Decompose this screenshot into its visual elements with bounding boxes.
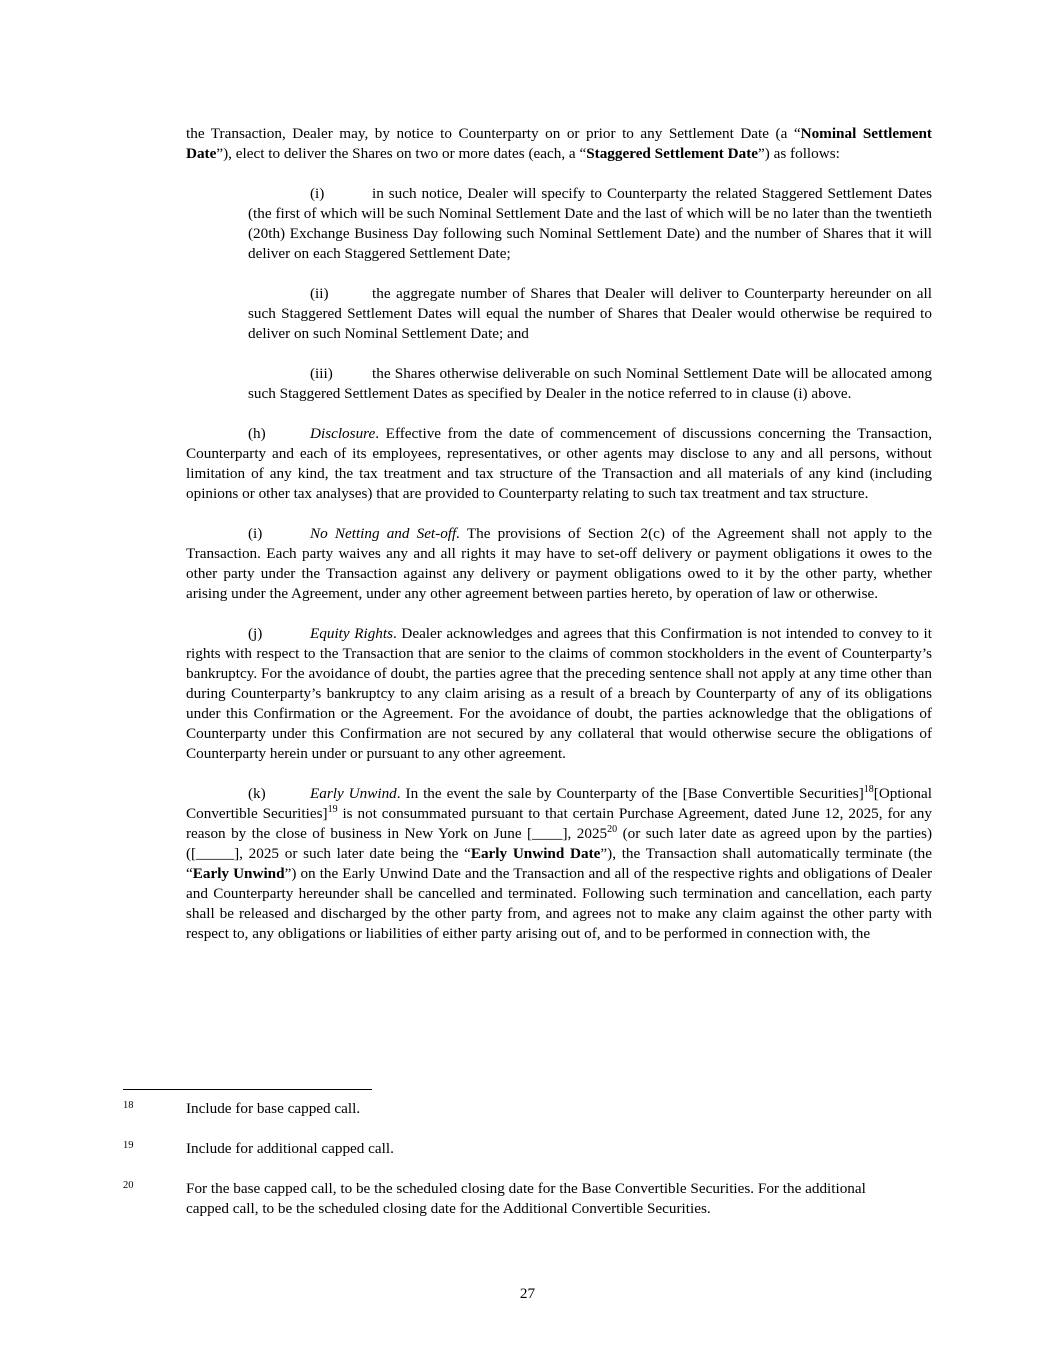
subclause-i (248, 184, 932, 264)
body-text (186, 124, 932, 964)
intro-text-2: ”), elect to deliver the Shares on two or more dates (each, a “ (216, 145, 587, 162)
term-staggered-settlement-date: Staggered Settlement Date (586, 145, 758, 162)
footnotes (123, 1099, 903, 1239)
footnote-text: For the base capped call, to be the scheduled closing date for the Base Convertible Securities. For the additional capped call, to be the scheduled closing date for the Additional Convertible Securities. (186, 1180, 866, 1217)
section-number: (i) (248, 525, 263, 542)
intro-text-3: ”) as follows: (758, 145, 840, 162)
footnote-ref-20[interactable]: 20 (607, 823, 618, 835)
section-text-1: . In the event the sale by Counterparty of the [Base Convertible Securities] (396, 785, 864, 802)
subclause-number: (ii) (310, 285, 329, 302)
subclause-iii (248, 364, 932, 404)
section-title: Disclosure (310, 425, 376, 442)
section-text: . Dealer acknowledges and agrees that this Confirmation is not intended to convey to it rights with respect to the Transaction that are senior to the claims of common stockholders in the event of Counterparty’s bankruptcy. For the avoidance of doubt, the parties agree that the preceding sentence shall not apply at any time other than during Counterparty’s bankruptcy to any claim arising as a result of a breach by Counterparty of any of its obligations under this Confirmation or the Agreement. For the avoidance of doubt, the parties acknowledge that the obligations of Counterparty under this Confirmation are not secured by any collateral that would otherwise secure the obligations of Counterparty herein under or pursuant to any other agreement. (186, 625, 932, 762)
section-text-5: ”), the Transaction shall automatically terminate (the “ (186, 845, 932, 882)
section-text-4: (or such later date as agreed upon by the parties) ([_____], 2025 or such later date being the “ (186, 825, 932, 862)
subclause-ii (248, 284, 932, 344)
section-text-3: is not consummated pursuant to that certain Purchase Agreement, dated June 12, 2025, for any reason by the close of business in New York on June [____], 2025 (186, 805, 932, 842)
term-early-unwind: Early Unwind (192, 865, 285, 882)
subclause-text: the aggregate number of Shares that Dealer will deliver to Counterparty hereunder on all such Staggered Settlement Dates will equal the number of Shares that Dealer would otherwise be required to deliver on such Nominal Settlement Date; and (248, 285, 932, 342)
section-h-disclosure (186, 424, 932, 504)
section-text-6: ”) on the Early Unwind Date and the Transaction and all of the respective rights and obligations of Dealer and Counterparty hereunder shall be cancelled and terminated. Following such termination and cancellation, each party shall be released and discharged by the other party from, and agrees not to make any claim against the other party with respect to, any obligations or liabilities of either party arising out of, and to be performed in connection with, the (186, 865, 932, 942)
footnote-number: 19 (123, 1140, 134, 1151)
section-number: (h) (248, 425, 266, 442)
footnote-number: 18 (123, 1100, 134, 1111)
footnote-text: Include for base capped call. (186, 1100, 361, 1117)
intro-paragraph (186, 124, 932, 164)
section-title: Equity Rights (310, 625, 394, 642)
footnote-divider (123, 1089, 372, 1090)
subclause-number: (i) (310, 185, 325, 202)
footnote-text: Include for additional capped call. (186, 1140, 394, 1157)
footnote-ref-18[interactable]: 18 (863, 783, 874, 795)
footnote-19 (123, 1139, 903, 1159)
term-early-unwind-date: Early Unwind Date (470, 845, 601, 862)
section-number: (k) (248, 785, 266, 802)
section-text: The provisions of Section 2(c) of the Agreement shall not apply to the Transaction. Each party waives any and all rights it may have to set-off delivery or payment obligations it owes to the other party under the Transaction against any delivery or payment obligations owed to it by the other party, whether arising under the Agreement, under any other agreement between parties hereto, by operation of law or otherwise. (186, 525, 932, 602)
footnote-number: 20 (123, 1180, 134, 1191)
section-number: (j) (248, 625, 263, 642)
footnote-20 (123, 1179, 903, 1219)
section-text-2: [Optional Convertible Securities] (186, 785, 932, 822)
section-title: No Netting and Set-off. (310, 525, 461, 542)
section-k-early-unwind (186, 784, 932, 944)
term-nominal-settlement-date: Nominal Settlement Date (186, 125, 932, 162)
page-number: 27 (519, 1285, 536, 1302)
footnote-18 (123, 1099, 903, 1119)
subclause-text: the Shares otherwise deliverable on such Nominal Settlement Date will be allocated among such Staggered Settlement Dates as specified by Dealer in the notice referred to in clause (i) above. (248, 365, 932, 402)
section-title: Early Unwind (310, 785, 397, 802)
subclause-text: in such notice, Dealer will specify to Counterparty the related Staggered Settlement Dates (the first of which will be such Nominal Settlement Date and the last of which will be no later than the twentieth (20th) Exchange Business Day following such Nominal Settlement Date) and the number of Shares that it will deliver on each Staggered Settlement Date; (248, 185, 932, 262)
subclause-number: (iii) (310, 365, 333, 382)
intro-text-1: the Transaction, Dealer may, by notice to Counterparty on or prior to any Settlement Date (a “ (186, 125, 801, 142)
section-i-no-netting (186, 524, 932, 604)
section-j-equity-rights (186, 624, 932, 764)
section-text: . Effective from the date of commencement of discussions concerning the Transaction, Counterparty and each of its employees, representatives, or other agents may disclose to any and all persons, without limitation of any kind, the tax treatment and tax structure of the Transaction and all materials of any kind (including opinions or other tax analyses) that are provided to Counterparty relating to such tax treatment and tax structure. (186, 425, 932, 502)
footnote-ref-19[interactable]: 19 (327, 803, 338, 815)
